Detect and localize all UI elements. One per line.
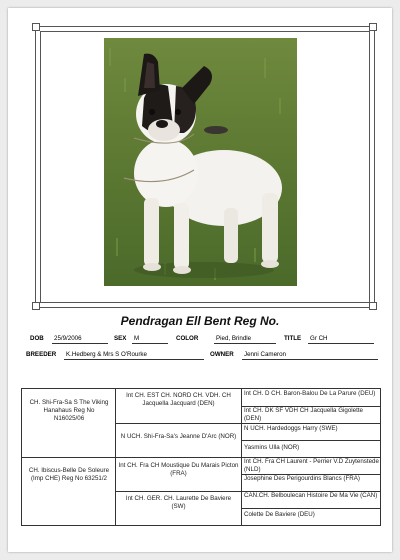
pedigree-sire-sire: Int CH. EST CH. NORD CH. VDH. CH Jacquella Jacquard (DEN) <box>126 392 231 407</box>
pedigree-dam-sire: Int CH. Fra CH Moustique Du Marais Picton (FRA) <box>118 462 239 477</box>
pedigree-g3-7: CAN.CH. Belboulecan Histoire De Ma Vie (CAN) <box>244 492 378 499</box>
pedigree-page <box>8 8 392 552</box>
row-divider <box>115 423 380 424</box>
owner-value: Jenni Cameron <box>242 350 378 360</box>
pedigree-g3-4: Yasmins Ulla (NOR) <box>244 444 300 451</box>
row-divider <box>241 440 380 441</box>
pedigree-g3-5: Int CH. Fra CH Laurent - Perrier V.D Zuytenstede (NLD) <box>244 458 379 473</box>
breeder-value: K.Hedberg & Mrs S O'Rourke <box>64 350 204 360</box>
dob-label: DOB <box>30 335 44 342</box>
dob-value: 25/9/2006 <box>52 334 108 344</box>
frame-corner <box>369 23 377 31</box>
colour-label: COLOR <box>176 335 199 342</box>
pedigree-g3-3: N UCH. Hardedoggs Harry (SWE) <box>244 425 338 432</box>
pedigree-sire: CH. Shi-Fra-Sa S The Viking Hanahaus Reg No N16025/06 <box>29 399 109 422</box>
breeder-label: BREEDER <box>26 351 57 358</box>
dog-photo <box>104 38 297 286</box>
title-label: TITLE <box>284 335 302 342</box>
pedigree-sire-dam: N UCH. Shi-Fra-Sa's Jeanne D'Arc (NOR) <box>120 433 237 440</box>
frame-corner <box>32 23 40 31</box>
frame-corner <box>32 302 40 310</box>
pedigree-g3-8: Colette De Baviere (DEU) <box>244 511 315 518</box>
row-divider <box>241 508 380 509</box>
pedigree-g3-2: Int CH. DK SF VDH CH Jacquella Gigolette (DEN) <box>244 407 363 422</box>
sex-label: SEX <box>114 335 127 342</box>
frame-corner <box>369 302 377 310</box>
pedigree-g3-6: Josephine Des Perigourdins Blancs (FRA) <box>244 475 360 482</box>
pedigree-dam-dam: Int CH. GER. CH. Laurette De Baviere (SW) <box>125 495 232 510</box>
sex-value: M <box>132 334 168 344</box>
owner-label: OWNER <box>210 351 234 358</box>
pedigree-g3-1: Int CH. D CH. Baron-Balou De La Parure (DEU) <box>244 390 376 397</box>
pedigree-dam: CH. Ibiscus-Belle De Soleure (Imp CHE) Reg No 63251/2 <box>28 467 110 482</box>
colour-value: Pied, Brindle <box>214 334 276 344</box>
title-value: Gr CH <box>308 334 374 344</box>
dog-name-title: Pendragan Ell Bent Reg No. <box>120 314 280 328</box>
pedigree-table <box>21 388 381 526</box>
